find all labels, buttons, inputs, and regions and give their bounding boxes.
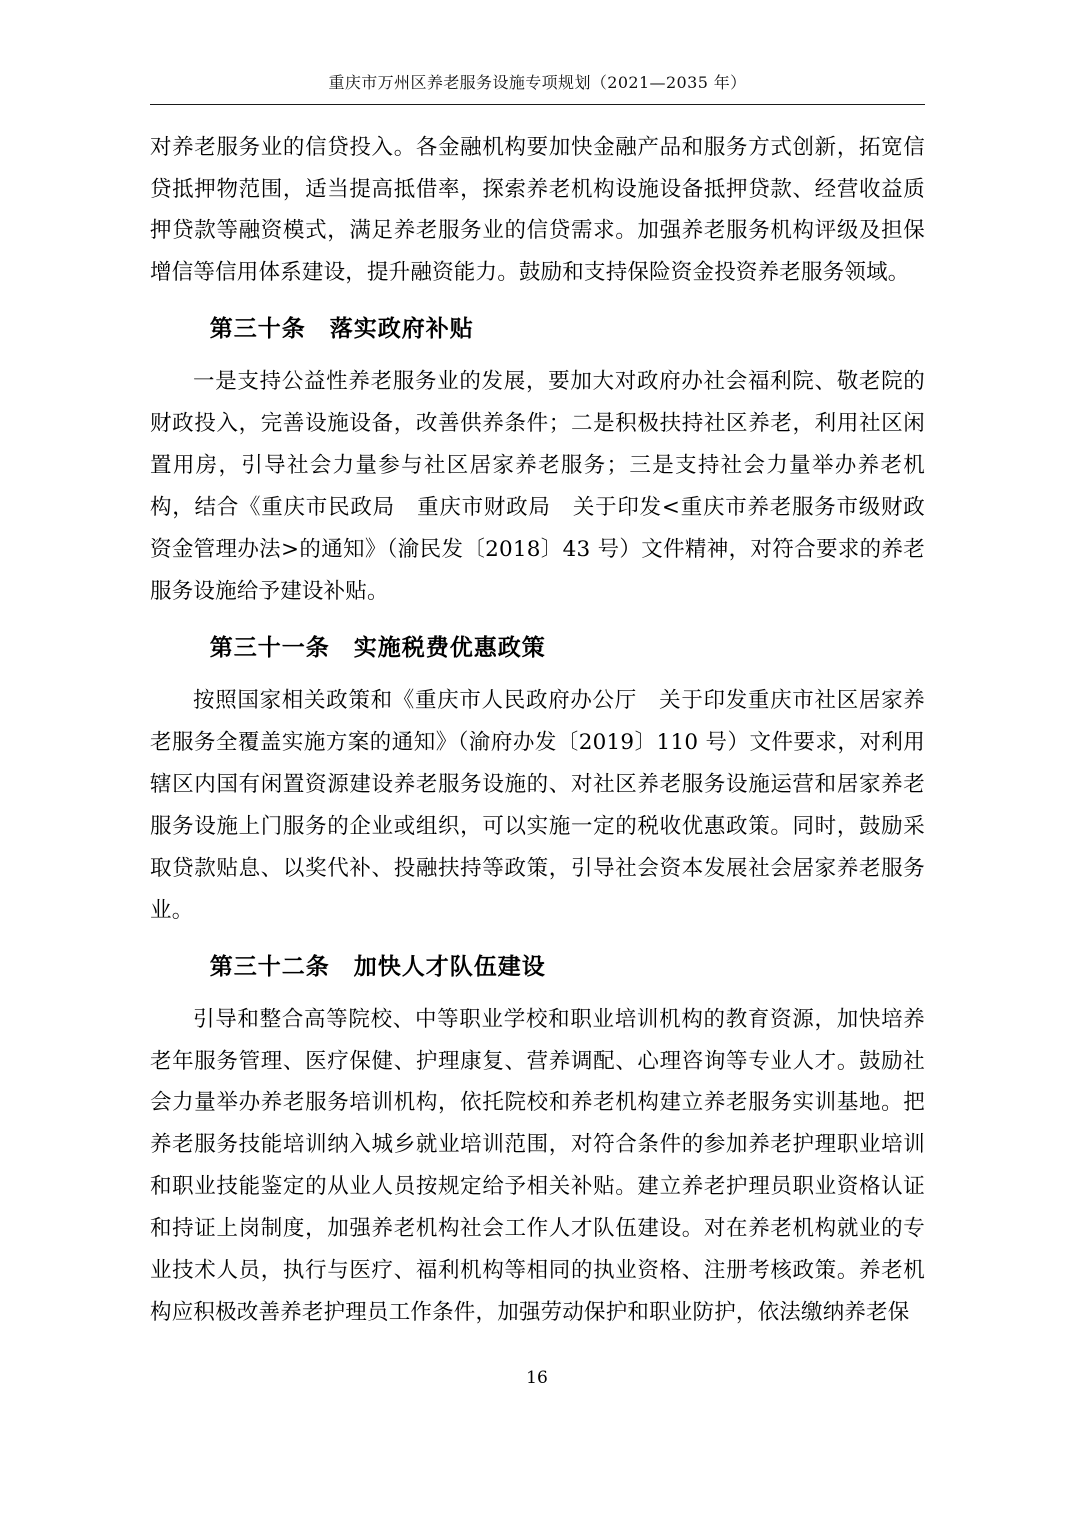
page-header-title: 重庆市万州区养老服务设施专项规划（2021—2035 年） bbox=[328, 73, 747, 92]
section-heading: 第三十一条 实施税费优惠政策 bbox=[209, 634, 546, 661]
page-content bbox=[150, 70, 925, 1338]
paragraph: 对养老服务业的信贷投入。各金融机构要加快金融产品和服务方式创新，拓宽信贷抵押物范围，适当提高抵借率，探索养老机构设施设备抵押贷款、经营收益质押贷款等融资模式，满足养老服务业的信贷需求。加强养老服务机构评级及担保增信等信用体系建设，提升融资能力。鼓励和支持保险资金投资养老服务领域。 bbox=[150, 134, 925, 286]
page-number: 16 bbox=[526, 1368, 548, 1388]
paragraph: 一是支持公益性养老服务业的发展，要加大对政府办社会福利院、敬老院的财政投入，完善设施设备，改善供养条件；二是积极扶持社区养老，利用社区闲置用房，引导社会力量参与社区居家养老服务；三是支持社会力量举办养老机构，结合《重庆市民政局 重庆市财政局 关于印发<重庆市养老服务市级财政资金管理办法>的通知》（渝民发〔2018〕43 号）文件精神，对符合要求的养老服务设施给予建设补贴。 bbox=[150, 369, 925, 604]
section-heading: 第三十二条 加快人才队伍建设 bbox=[209, 953, 546, 980]
paragraph: 按照国家相关政策和《重庆市人民政府办公厅 关于印发重庆市社区居家养老服务全覆盖实施方案的通知》（渝府办发〔2019〕110 号）文件要求，对利用辖区内国有闲置资源建设养老服务设施的、对社区养老服务设施运营和居家养老服务设施上门服务的企业或组织，可以实施一定的税收优惠政策。同时，鼓励采取贷款贴息、以奖代补、投融扶持等政策，引导社会资本发展社会居家养老服务业。 bbox=[150, 688, 925, 923]
paragraph: 引导和整合高等院校、中等职业学校和职业培训机构的教育资源，加快培养老年服务管理、医疗保健、护理康复、营养调配、心理咨询等专业人才。鼓励社会力量举办养老服务培训机构，依托院校和养老机构建立养老服务实训基地。把养老服务技能培训纳入城乡就业培训范围，对符合条件的参加养老护理职业培训和职业技能鉴定的从业人员按规定给予相关补贴。建立养老护理员职业资格认证和持证上岗制度，加强养老机构社会工作人才队伍建设。对在养老机构就业的专业技术人员，执行与医疗、福利机构等相同的执业资格、注册考核政策。养老机构应积极改善养老护理员工作条件，加强劳动保护和职业防护，依法缴纳养老保 bbox=[150, 1006, 925, 1326]
section-heading: 第三十条 落实政府补贴 bbox=[209, 316, 474, 343]
header-divider bbox=[150, 104, 925, 105]
